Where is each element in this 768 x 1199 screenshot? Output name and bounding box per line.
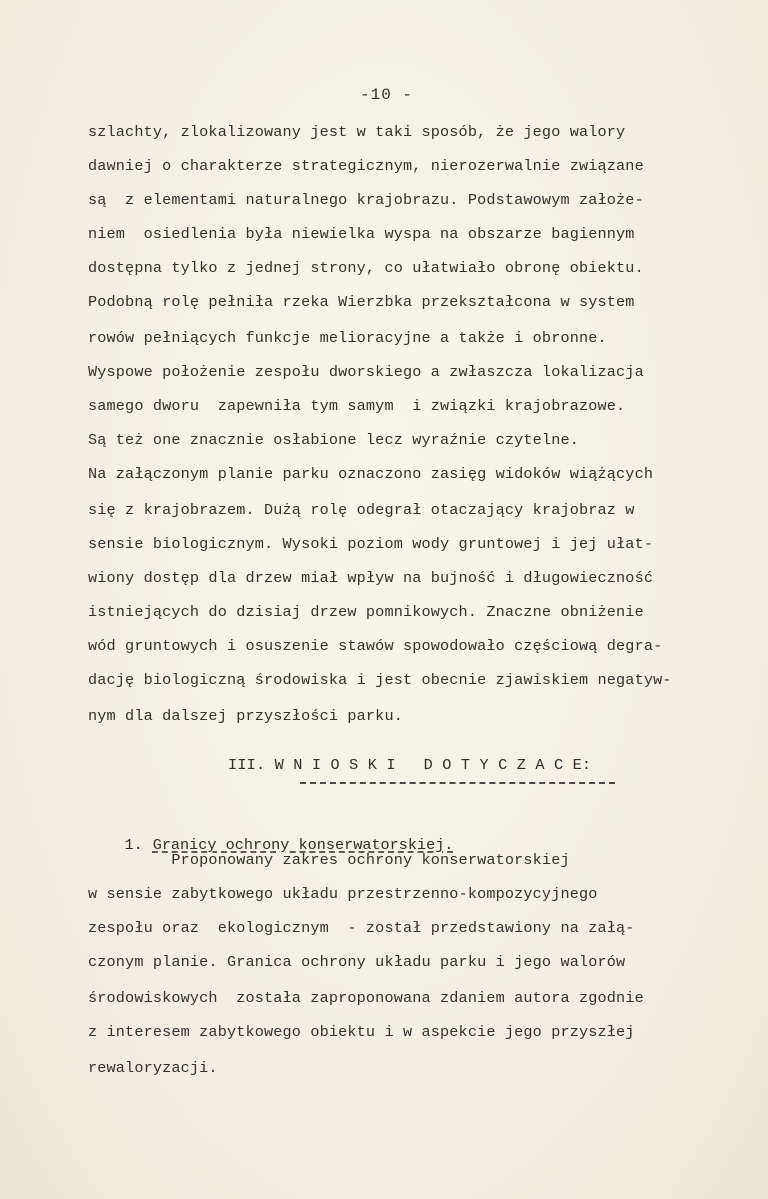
text-line: rowów pełniących funkcje melioracyjne a także i obronne. — [88, 329, 607, 347]
page-number: -10 - — [360, 86, 414, 104]
text-line: dację biologiczną środowiska i jest obecnie zjawiskiem negatyw- — [88, 671, 672, 689]
text-line: dostępna tylko z jednej strony, co ułatwiało obronę obiektu. — [88, 259, 644, 277]
text-line: Na załączonym planie parku oznaczono zasięg widoków wiążących — [88, 465, 654, 483]
text-line: nym dla dalszej przyszłości parku. — [88, 707, 403, 725]
text-line: w sensie zabytkowego układu przestrzenno-kompozycyjnego — [88, 885, 598, 903]
subsection-title: Granicy ochrony konserwatorskiej. — [152, 836, 454, 854]
text-line: czonym planie. Granica ochrony układu parku i jego walorów — [88, 953, 626, 971]
text-line: z interesem zabytkowego obiektu i w aspekcie jego przyszłej — [88, 1023, 635, 1041]
text-line: Proponowany zakres ochrony konserwatorskiej — [88, 851, 570, 869]
text-line: dawniej o charakterze strategicznym, nierozerwalnie związane — [88, 157, 644, 175]
text-line: środowiskowych została zaproponowana zdaniem autora zgodnie — [88, 989, 644, 1007]
text-line: wód gruntowych i osuszenie stawów spowodowało częściową degra- — [88, 637, 663, 655]
section-heading: III. W N I O S K I D O T Y C Z A C E: — [228, 756, 592, 774]
text-line: istniejących do dzisiaj drzew pomnikowych. Znaczne obniżenie — [88, 603, 644, 621]
subsection-number: 1. — [124, 836, 143, 854]
text-line: są z elementami naturalnego krajobrazu. Podstawowym założe- — [88, 191, 644, 209]
text-line: Wyspowe położenie zespołu dworskiego a zwłaszcza lokalizacja — [88, 363, 644, 381]
text-line: samego dworu zapewniła tym samym i związki krajobrazowe. — [88, 397, 626, 415]
text-line: się z krajobrazem. Dużą rolę odegrał otaczający krajobraz w — [88, 501, 635, 519]
text-line: szlachty, zlokalizowany jest w taki sposób, że jego walory — [88, 123, 626, 141]
text-line: niem osiedlenia była niewielka wyspa na obszarze bagiennym — [88, 225, 635, 243]
text-line: rewaloryzacji. — [88, 1059, 218, 1077]
text-line: Są też one znacznie osłabione lecz wyraźnie czytelne. — [88, 431, 579, 449]
text-line: wiony dostęp dla drzew miał wpływ na bujność i długowieczność — [88, 569, 654, 587]
text-line: zespołu oraz ekologicznym - został przedstawiony na załą- — [88, 919, 635, 937]
text-line: Podobną rolę pełniła rzeka Wierzbka przekształcona w system — [88, 293, 635, 311]
heading-underline — [300, 782, 615, 784]
text-line: sensie biologicznym. Wysoki poziom wody gruntowej i jej ułat- — [88, 535, 654, 553]
